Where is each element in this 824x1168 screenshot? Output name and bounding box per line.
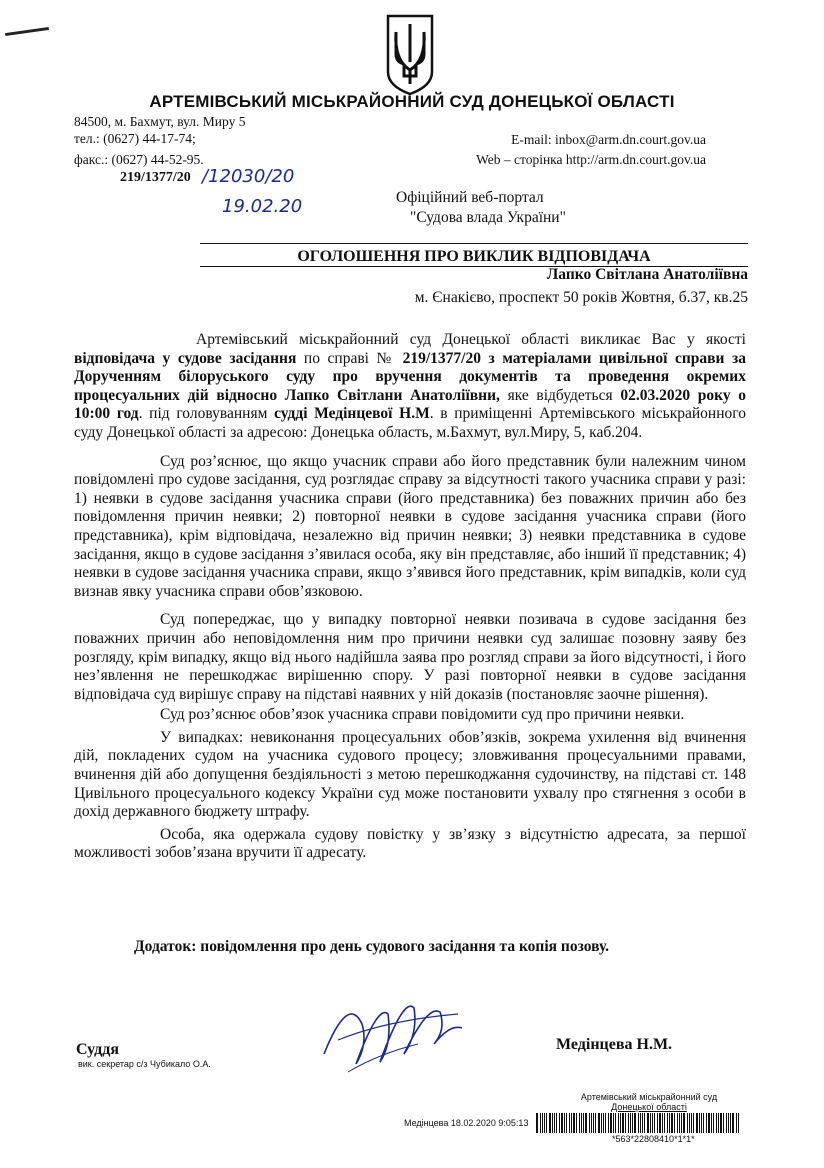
handwritten-signature xyxy=(318,984,468,1084)
barcode-bar xyxy=(540,1113,541,1133)
barcode-bar xyxy=(691,1113,692,1133)
barcode-bar xyxy=(536,1113,538,1133)
barcode-bar xyxy=(552,1113,553,1133)
judge-label: Суддя xyxy=(76,1041,119,1058)
barcode-bar xyxy=(708,1113,710,1133)
barcode-bar xyxy=(732,1113,734,1133)
barcode-bar xyxy=(654,1113,655,1133)
barcode-bar xyxy=(566,1113,567,1133)
barcode-bar xyxy=(664,1113,665,1133)
barcode-bar xyxy=(689,1113,690,1133)
barcode-bar xyxy=(738,1113,739,1133)
barcode-bar xyxy=(556,1113,557,1133)
barcode-bar xyxy=(630,1113,631,1133)
barcode-bar xyxy=(622,1113,624,1133)
barcode-bar xyxy=(601,1113,602,1133)
barcode-bar xyxy=(711,1113,712,1133)
barcode-bar xyxy=(720,1113,722,1133)
court-email: E-mail: inbox@arm.dn.court.gov.ua xyxy=(511,132,706,147)
hearing-datetime: 02.03.2020 року о 10:00 год xyxy=(74,386,747,423)
paragraph-penalties: У випадках: невиконання процесуальних обов’язків, зокрема ухилення від вчинення дій, покладених судом на учасника судового процесу; зловживання процесуальними правами, вчинення дій або допущення бездіяльності з метою перешкоджання судочинству, на підставі ст. 148 Цивільного процесуального кодексу України суд може постановити ухвалу про стягнення з особи в дохід державного бюджету штрафу. xyxy=(74,728,746,821)
barcode-bar xyxy=(583,1113,584,1133)
court-web: Web – сторінка http://arm.dn.court.gov.ua xyxy=(476,152,706,167)
ukraine-trident-emblem xyxy=(384,14,436,96)
text-fragment: яке відбудеться xyxy=(499,386,621,404)
barcode-bar xyxy=(671,1113,673,1133)
barcode-bar xyxy=(677,1113,678,1133)
paragraph-delivery: Особа, яка одержала судову повістку у зв’язку з відсутністю адресата, за першої можливості зобов’язана вручити її адресату. xyxy=(74,825,746,862)
text-fragment-bold: у xyxy=(154,349,178,367)
barcode xyxy=(536,1113,742,1133)
barcode-bar xyxy=(569,1113,570,1133)
barcode-bar xyxy=(687,1113,688,1133)
court-fax: факс.: (0627) 44-52-95. xyxy=(74,152,204,167)
handwritten-date: 19.02.20 xyxy=(222,196,303,217)
portal-line-1: Офіційний веб-портал xyxy=(396,189,544,206)
handwritten-reference: /12030/20 xyxy=(202,166,295,187)
barcode-bar xyxy=(662,1113,663,1133)
barcode-bar xyxy=(561,1113,563,1133)
barcode-bar xyxy=(564,1113,565,1133)
registry-stamp xyxy=(574,1092,724,1112)
barcode-bar xyxy=(642,1113,643,1133)
barcode-bar xyxy=(620,1113,621,1133)
barcode-bar xyxy=(730,1113,731,1133)
barcode-bar xyxy=(681,1113,682,1133)
barcode-bar xyxy=(647,1113,649,1133)
barcode-bar xyxy=(706,1113,707,1133)
court-online xyxy=(476,130,706,170)
barcode-bar xyxy=(703,1113,704,1133)
text-fragment: Артемівський міськрайонний суд Донецької області викликає Вас у якості xyxy=(196,331,746,348)
barcode-bar xyxy=(640,1113,641,1133)
addressee-name: Лапко Світлана Анатоліївна xyxy=(546,266,748,283)
barcode-bar xyxy=(696,1113,698,1133)
barcode-bar xyxy=(603,1113,604,1133)
barcode-bar xyxy=(723,1113,724,1133)
barcode-bar xyxy=(683,1113,685,1133)
barcode-bar xyxy=(589,1113,590,1133)
barcode-bar xyxy=(679,1113,680,1133)
barcode-bar xyxy=(716,1113,717,1133)
barcode-bar xyxy=(699,1113,700,1133)
paragraph-absence-rules: Суд роз’яснює, що якщо учасник справи або його представник були належним чином повідомлені про судове засідання, суд розглядає справу за відсутності такого учасника справи у разі: 1) неявки в судове засідання учасника справи (його представника) без поважних причин або без повідомлення причин неявки; 2) повторної неявки в судове засідання учасника справи (його представника), крім відповідача, незалежно від причин неявки; 3) неявки представника в судове засідання, якщо в судове засідання з’явилася особа, яку він представляє, або інший її представник; 4) неявки в судове засідання учасника справи, якщо з’явився його представник, крім випадків, коли суд визнав явку учасника справи обов’язковою. xyxy=(74,452,746,600)
barcode-bar xyxy=(625,1113,626,1133)
barcode-bar xyxy=(618,1113,619,1133)
case-number: 219/1377/20 xyxy=(120,170,191,185)
paragraph-summons xyxy=(74,331,746,443)
barcode-bar xyxy=(644,1113,645,1133)
paragraph-warning: Суд попереджає, що у випадку повторної неявки позивача в судове засідання без поважних причин або неповідомлення ним про причини неявки суд залишає позовну заяву без розгляду, крім випадку, якщо від нього надійшла заява про розгляд справи за його відсутності, і його нез’явлення не перешкоджає вирішенню спору. У разі повторної неявки в судове засідання відповідача суд вирішує справу на підставі наявних у ній доказів (постановляє заочне рішення). xyxy=(74,611,746,703)
barcode-bar xyxy=(632,1113,633,1133)
text-fragment: . під головуванням xyxy=(138,405,275,423)
document-body xyxy=(74,331,746,863)
heading-rule-top xyxy=(200,243,748,244)
barcode-bar xyxy=(669,1113,670,1133)
barcode-number: *563*22808410*1*1* xyxy=(612,1134,695,1144)
barcode-bar xyxy=(546,1113,547,1133)
barcode-bar xyxy=(693,1113,694,1133)
barcode-bar xyxy=(579,1113,580,1133)
text-fragment: . в приміщенні Артемівського міськрайонного суду Донецької області за адресою: Донецька область, м.Бахмут, вул.Миру, 5, каб.204. xyxy=(74,405,746,441)
registry-meta: Медінцева 18.02.2020 9:05:13 xyxy=(404,1118,529,1128)
barcode-bar xyxy=(605,1113,606,1133)
barcode-bar xyxy=(559,1113,560,1133)
court-address: 84500, м. Бахмут, вул. Миру 5 xyxy=(74,114,246,129)
court-title: АРТЕМІВСЬКИЙ МІСЬКРАЙОННИЙ СУД ДОНЕЦЬКОЇ ОБЛАСТІ xyxy=(149,92,675,111)
barcode-bar xyxy=(701,1113,702,1133)
barcode-bar xyxy=(736,1113,737,1133)
barcode-bar xyxy=(634,1113,636,1133)
secretary-note: вик. секретар с/з Чубикало О.А. xyxy=(78,1059,211,1069)
attachment-note: Додаток: повідомлення про день судового засідання та копія позову. xyxy=(134,938,610,955)
paragraph-duty-to-notify: Суд роз’яснює обов’язок учасника справи повідомити суд про причини неявки. xyxy=(160,706,685,724)
barcode-bar xyxy=(650,1113,651,1133)
portal-block xyxy=(396,188,566,228)
document-heading: ОГОЛОШЕННЯ ПРО ВИКЛИК ВІДПОВІДАЧА xyxy=(297,248,651,265)
barcode-bar xyxy=(628,1113,629,1133)
barcode-bar xyxy=(576,1113,577,1133)
judge-name: Медінцева Н.М. xyxy=(556,1036,673,1053)
barcode-bar xyxy=(638,1113,639,1133)
stamp-court-line-1: Артемівський міськрайонний суд xyxy=(580,1092,718,1102)
presiding-judge: судді Медінцевої Н.М xyxy=(274,405,430,423)
barcode-bar xyxy=(610,1113,612,1133)
barcode-bar xyxy=(613,1113,614,1133)
barcode-bar xyxy=(581,1113,582,1133)
barcode-bar xyxy=(659,1113,661,1133)
court-contacts xyxy=(74,113,245,168)
barcode-bar xyxy=(674,1113,675,1133)
text-fragment-bold: відповідача xyxy=(74,349,155,367)
barcode-bar xyxy=(593,1113,594,1133)
barcode-bar xyxy=(718,1113,719,1133)
barcode-bar xyxy=(713,1113,714,1133)
barcode-bar xyxy=(598,1113,600,1133)
text-fragment-bold: судове засідання xyxy=(177,349,297,367)
portal-line-2: "Судова влада України" xyxy=(410,209,566,226)
barcode-bar xyxy=(554,1113,555,1133)
stamp-court-line-2: Донецької області xyxy=(611,1102,687,1112)
barcode-bar xyxy=(591,1113,592,1133)
barcode-bar xyxy=(549,1113,551,1133)
barcode-bar xyxy=(726,1113,727,1133)
barcode-bar xyxy=(667,1113,668,1133)
barcode-bar xyxy=(573,1113,575,1133)
barcode-bar xyxy=(657,1113,658,1133)
barcode-bar xyxy=(544,1113,545,1133)
barcode-bar xyxy=(595,1113,596,1133)
scan-mark xyxy=(5,27,49,36)
barcode-bar xyxy=(615,1113,616,1133)
barcode-bar xyxy=(728,1113,729,1133)
barcode-bar xyxy=(652,1113,653,1133)
text-fragment-bold: 219/1377/20 з матеріалами цивільної справи за Дорученням білоруського суду про вручення документів та проведення окремих процесуальних дій відносно Лапко Світлани Анатоліївни, xyxy=(74,349,746,404)
addressee-address: м. Єнакієво, проспект 50 років Жовтня, б.37, кв.25 xyxy=(414,289,748,306)
barcode-bar xyxy=(608,1113,609,1133)
barcode-bar xyxy=(585,1113,587,1133)
court-phone: тел.: (0627) 44-17-74; xyxy=(74,131,196,146)
barcode-bar xyxy=(571,1113,572,1133)
text-fragment: по справі № xyxy=(296,349,403,367)
barcode-bar xyxy=(542,1113,543,1133)
